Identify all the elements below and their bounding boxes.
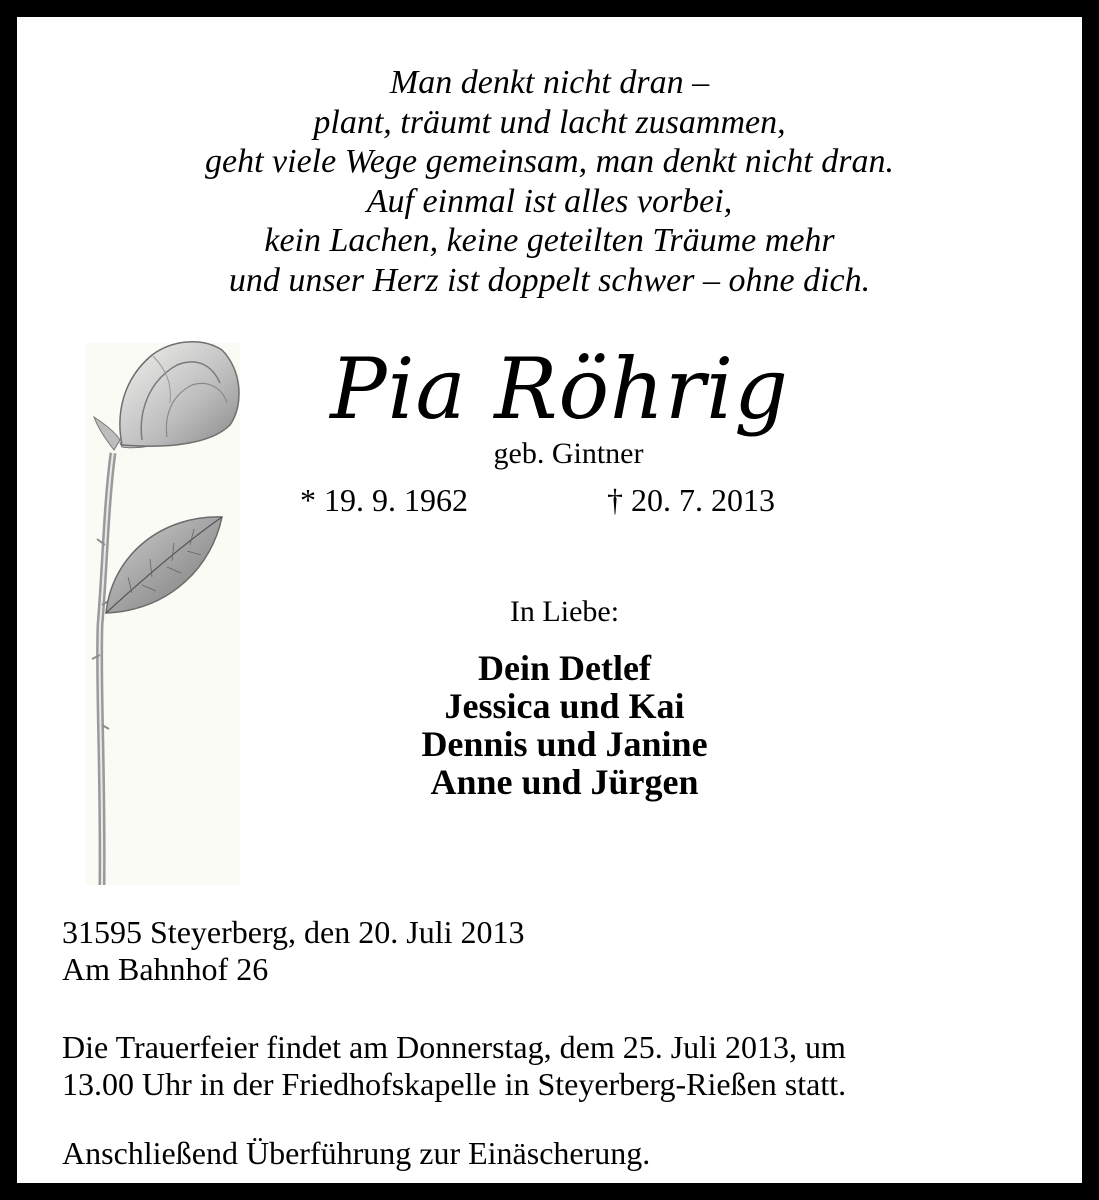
poem-line: plant, träumt und lacht zusammen, [313,103,786,141]
street: Am Bahnhof 26 [62,951,269,987]
mourner-name: Anne und Jürgen [430,762,699,802]
poem-line: kein Lachen, keine geteilten Träume mehr [264,222,835,259]
poem-line: und unser Herz ist doppelt schwer – ohne dich. [228,261,871,299]
poem-line: geht viele Wege gemeinsam, man denkt nicht dran. [205,143,894,180]
address-block [62,914,524,988]
mourner-name: Dein Detlef [478,648,651,688]
funeral-line: Die Trauerfeier findet am Donnerstag, dem 25. Juli 2013, um [62,1029,846,1065]
poem [57,63,1042,300]
mourner-name: Dennis und Janine [421,724,708,764]
closing-note: Anschließend Überführung zur Einäscherung. [62,1135,651,1171]
mourner-name: Jessica und Kai [444,686,685,726]
birth-name: geb. Gintner [493,437,644,470]
birth-date: * 19. 9. 1962 [300,482,468,518]
funeral-info [62,1029,846,1103]
poem-line: Auf einmal ist alles vorbei, [366,182,733,220]
death-date: † 20. 7. 2013 [607,482,775,518]
place-date: 31595 Steyerberg, den 20. Juli 2013 [62,914,525,950]
mourners-list [47,649,1082,801]
mourners-intro: In Liebe: [509,595,620,628]
poem-line: Man denkt nicht dran – [389,64,710,101]
deceased-name: Pia Röhrig [330,340,789,438]
funeral-line: 13.00 Uhr in der Friedhofskapelle in Steyerberg-Rießen statt. [62,1066,847,1102]
